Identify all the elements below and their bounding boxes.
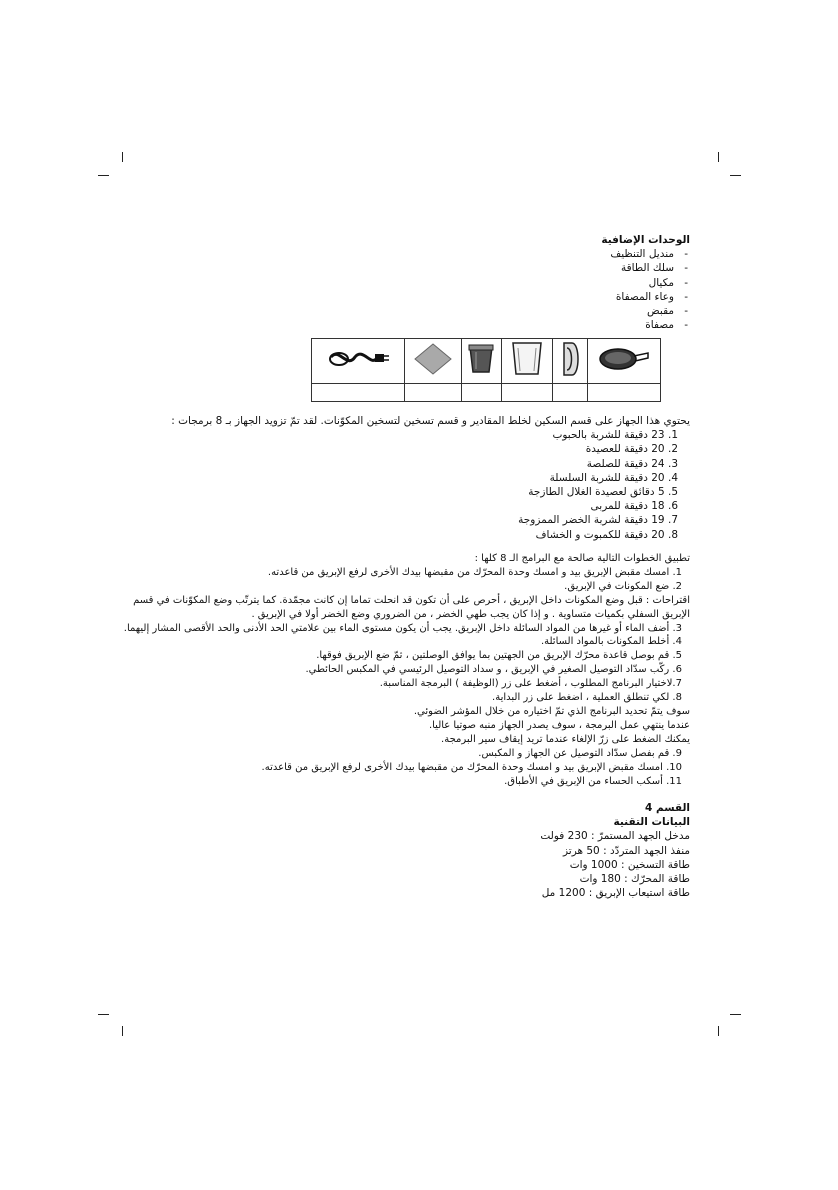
power-cord-icon <box>325 343 391 375</box>
accessories-section <box>601 233 690 332</box>
steps-section <box>10 552 690 788</box>
jug-icon <box>509 340 545 378</box>
item-text: 19 دقيقة لشربة الخضر الممزوجة <box>518 514 665 527</box>
list-item: - وعاء المصفاة <box>601 290 690 304</box>
spec-line: منفذ الجهد المتردّد : 50 هرتز <box>562 844 690 857</box>
step-line: 1. امسك مقبض الإبريق بيد و امسك وحدة المحرّك من مقبضها بيدك الأخرى لرفع الإبريق من قاعدته. <box>267 566 682 578</box>
crop-mark <box>122 1026 123 1036</box>
item-text: 5 دقائق لعصيدة الغلال الطازجة <box>528 486 665 499</box>
table-cell <box>312 384 405 402</box>
step-line: 7.لاختيار البرنامج المطلوب ، أضغط على زر (الوظيفة ) البرمجة المناسبة. <box>379 678 682 690</box>
crop-mark <box>730 175 741 176</box>
table-cell <box>461 339 501 384</box>
item-text: 20 دقيقة للشربة السلسلة <box>549 471 665 484</box>
crop-mark <box>718 1026 719 1036</box>
list-item <box>130 471 678 485</box>
step-line: 9. قم بفصل سدّاد التوصيل عن الجهاز و المكبس. <box>478 747 682 759</box>
item-number: 5. <box>667 486 678 499</box>
table-cell <box>552 384 587 402</box>
accessories-heading: الوحدات الإضافية <box>601 234 690 246</box>
table-cell <box>587 339 660 384</box>
item-text: 23 دقيقة للشربة بالحبوب <box>552 429 665 442</box>
step-line: 5. قم بوصل قاعدة محرّك الإبريق من الجهتين بما يوافق الوصلتين ، ثمّ ضع الإبريق فوقها. <box>316 650 682 662</box>
item-text: 20 دقيقة للكمبوت و الخشاف <box>535 528 665 541</box>
table-cell <box>552 339 587 384</box>
specs-list <box>540 829 690 900</box>
list-item <box>130 442 678 456</box>
crop-mark <box>718 152 719 162</box>
handle-icon <box>558 341 582 377</box>
list-item <box>130 485 678 499</box>
list-item: - مقبض <box>601 304 690 318</box>
step-line: 2. ضع المكونات في الإبريق. <box>564 580 682 592</box>
cleaning-cloth-icon <box>413 342 453 376</box>
table-cell <box>312 339 405 384</box>
list-item <box>130 457 678 471</box>
list-item <box>130 513 678 527</box>
programs-section <box>130 414 690 542</box>
measuring-cup-icon <box>467 343 495 375</box>
step-line: 8. لكي تنطلق العملية ، اضغط على زر البداية. <box>492 692 682 704</box>
step-line: 4. أخلط المكونات بالمواد السائلة. <box>540 636 682 648</box>
list-item <box>130 499 678 513</box>
programs-intro: يحتوي هذا الجهاز على قسم السكين لخلط المقادير و قسم تسخين لتسخين المكوّنات. لقد تمّ تزويد الجهاز بـ 8 برمجات : <box>171 415 690 427</box>
item-number: 7. <box>667 514 678 527</box>
crop-mark <box>730 1014 741 1015</box>
crop-mark <box>98 1014 109 1015</box>
step-line: 3. أضف الماء أو غيرها من المواد السائلة داخل الإبريق. يجب أن يكون مستوى الماء بين علامتي الحد الأدنى والحد الأقصى المشار إليهما. <box>123 622 682 634</box>
item-text: 24 دقيقة للصلصة <box>586 457 665 470</box>
crop-mark <box>122 152 123 162</box>
list-item: - مكيال <box>601 276 690 290</box>
table-cell <box>587 384 660 402</box>
step-line: 6. ركّب سدّاد التوصيل الصغير في الإبريق ، و سداد التوصيل الرئيسي في المكبس الحائطي. <box>305 664 682 676</box>
accessories-list <box>601 247 690 332</box>
step-line: الإبريق السفلي بكميات متساوية . و إذا كان يجب طهي الخضر ، من الضروري وضع الخضر أولا في الإبريق . <box>251 608 690 620</box>
section-subtitle: البيانات التقنية <box>613 816 690 829</box>
list-item: - سلك الطاقة <box>601 261 690 275</box>
parts-table <box>311 338 661 402</box>
steps-intro: تطبيق الخطوات التالية صالحة مع البرامج الـ 8 كلها : <box>474 553 690 564</box>
step-line: 11. أسكب الحساء من الإبريق في الأطباق. <box>504 775 682 787</box>
list-item: - مصفاة <box>601 318 690 332</box>
item-number: 4. <box>667 471 678 484</box>
technical-section <box>540 801 690 900</box>
crop-mark <box>98 175 109 176</box>
spec-line: مدخل الجهد المستمرّ : 230 فولت <box>540 830 690 843</box>
item-text: 18 دقيقة للمربى <box>590 500 665 513</box>
list-item <box>130 528 678 542</box>
step-line: اقتراحات : قبل وضع المكونات داخل الإبريق ، أحرص على أن تكون قد انحلت تماما إن كانت مجمّدة. كما يترتّب وضع المكوّنات في قسم <box>133 594 690 606</box>
list-item: - منديل التنظيف <box>601 247 690 261</box>
table-cell <box>404 339 461 384</box>
item-number: 1. <box>667 429 678 442</box>
section-title: القسم 4 <box>645 802 690 814</box>
table-row <box>312 339 661 384</box>
item-number: 8. <box>667 528 678 541</box>
item-number: 6. <box>667 500 678 513</box>
step-line: يمكنك الضغط على زرّ الإلغاء عندما تريد إيقاف سير البرمجة. <box>441 733 690 745</box>
item-number: 3. <box>667 457 678 470</box>
list-item <box>130 428 678 442</box>
item-number: 2. <box>667 443 678 456</box>
step-line: 10. امسك مقبض الإبريق بيد و امسك وحدة المحرّك من مقبضها بيدك الأخرى لرفع الإبريق من قاعدته. <box>261 761 682 773</box>
spec-line: طاقة استيعاب الإبريق : 1200 مل <box>541 887 690 900</box>
item-text: 20 دقيقة للعصيدة <box>585 443 665 456</box>
spec-line: طاقة التسخين : 1000 وات <box>569 858 690 871</box>
table-cell <box>404 384 461 402</box>
table-cell <box>501 339 552 384</box>
step-line: عندما ينتهي عمل البرمجة ، سوف يصدر الجهاز منبه صوتيا عاليا. <box>428 719 690 731</box>
table-cell <box>501 384 552 402</box>
step-line: سوف يتمّ تحديد البرنامج الذي تمّ اختياره من خلال المؤشر الضوئي. <box>413 705 690 717</box>
table-cell <box>461 384 501 402</box>
spec-line: طاقة المحرّك : 180 وات <box>579 873 690 886</box>
table-row <box>312 384 661 402</box>
frying-pan-icon <box>598 344 650 374</box>
programs-list <box>130 428 690 542</box>
